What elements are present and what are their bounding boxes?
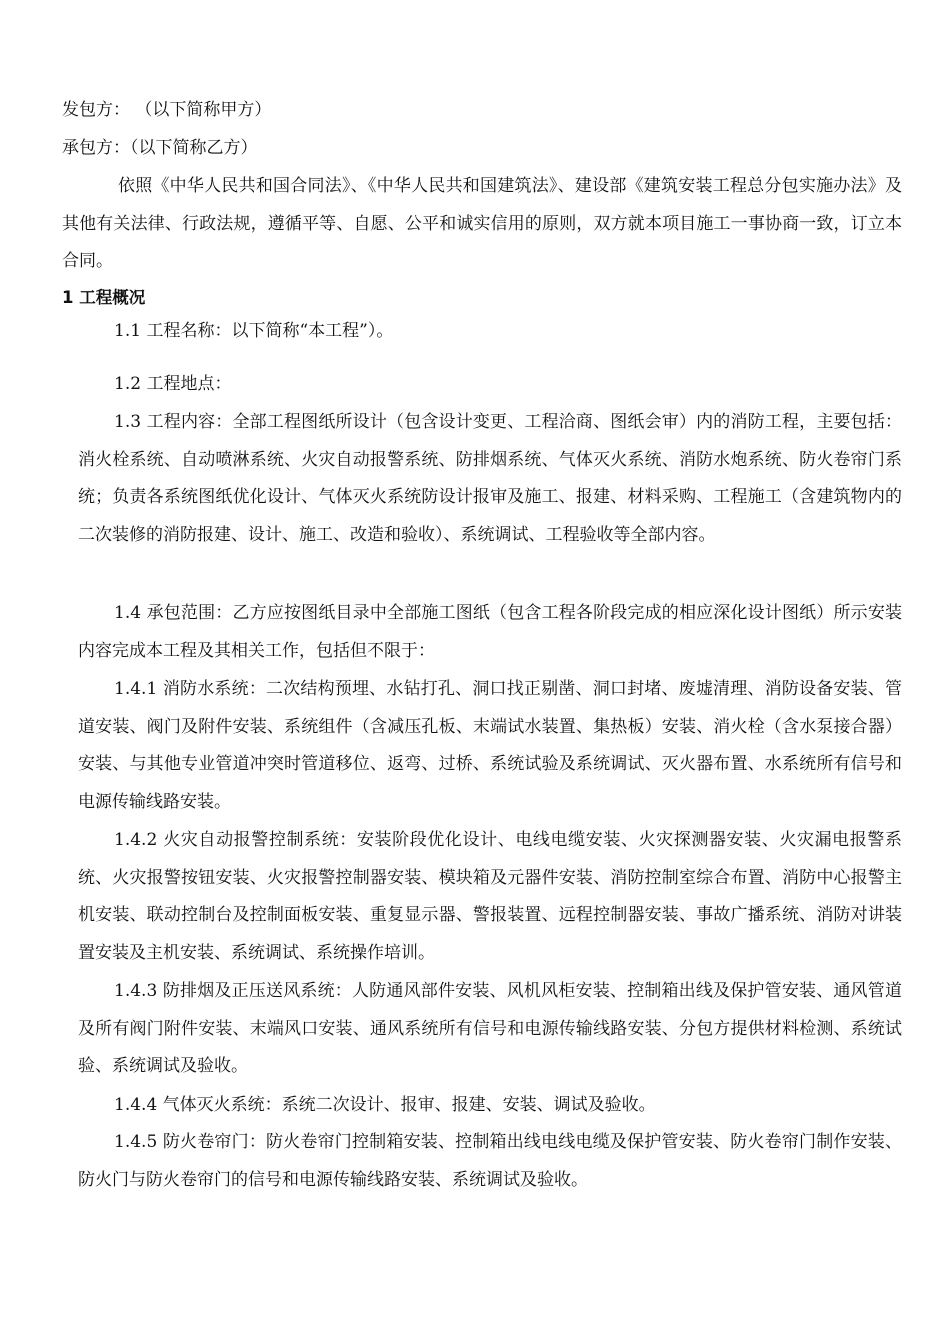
intro-paragraph: 依照《中华人民共和国合同法》、《中华人民共和国建筑法》、建设部《建筑安装工程总分包实施办法》及其他有关法律、行政法规，遵循平等、自愿、公平和诚实信用的原则，双方就本项目施工一事协商一致，订立本合同。 — [62, 176, 902, 271]
clause-1-4-2: 1.4.2 火灾自动报警控制系统：安装阶段优化设计、电线电缆安装、火灾探测器安装、火灾漏电报警系统、火灾报警按钮安装、火灾报警控制器安装、模块箱及元器件安装、消防控制室综合布置、消防中心报警主机安装、联动控制台及控制面板安装、重复显示器、警报装置、远程控制器安装、事故广播系统、消防对讲装置安装及主机安装、系统调试、系统操作培训。 — [78, 830, 902, 963]
section-heading: 1 工程概况 — [62, 288, 146, 307]
clause-1-2: 1.2 工程地点： — [114, 374, 232, 394]
clause-1-4-3: 1.4.3 防排烟及正压送风系统：人防通风部件安装、风机风柜安装、控制箱出线及保护管安装、通风管道及所有阀门附件安装、末端风口安装、通风系统所有信号和电源传输线路安装、分包方提供材料检测、系统试验、系统调试及验收。 — [78, 981, 902, 1076]
clause-1-4: 1.4 承包范围：乙方应按图纸目录中全部施工图纸（包含工程各阶段完成的相应深化设计图纸）所示安装内容完成本工程及其相关工作，包括但不限于： — [78, 603, 902, 661]
clause-1-4-1: 1.4.1 消防水系统：二次结构预埋、水钻打孔、洞口找正剔凿、洞口封堵、废墟清理、消防设备安装、管道安装、阀门及附件安装、系统组件（含减压孔板、末端试水装置、集热板）安装、消火栓（含水泵接合器）安装、与其他专业管道冲突时管道移位、返弯、过桥、系统试验及系统调试、灭火器布置、水系统所有信号和电源传输线路安装。 — [78, 679, 902, 812]
clause-1-4-5: 1.4.5 防火卷帘门：防火卷帘门控制箱安装、控制箱出线电线电缆及保护管安装、防火卷帘门制作安装、防火门与防火卷帘门的信号和电源传输线路安装、系统调试及验收。 — [78, 1132, 902, 1190]
clause-1-4-4: 1.4.4 气体灭火系统：系统二次设计、报审、报建、安装、调试及验收。 — [114, 1095, 656, 1115]
contractor-line: 发包方： （以下简称甲方） — [62, 100, 272, 120]
clause-1-1: 1.1 工程名称：以下简称“本工程”）。 — [114, 321, 394, 341]
subcontractor-line: 承包方：（以下简称乙方） — [62, 138, 258, 158]
clause-1-3: 1.3 工程内容：全部工程图纸所设计（包含设计变更、工程洽商、图纸会审）内的消防工程，主要包括：消火栓系统、自动喷淋系统、火灾自动报警系统、防排烟系统、气体灭火系统、消防水炮系统、防火卷帘门系统；负责各系统图纸优化设计、气体灭火系统防设计报审及施工、报建、材料采购、工程施工（含建筑物内的二次装修的消防报建、设计、施工、改造和验收）、系统调试、工程验收等全部内容。 — [78, 412, 902, 545]
